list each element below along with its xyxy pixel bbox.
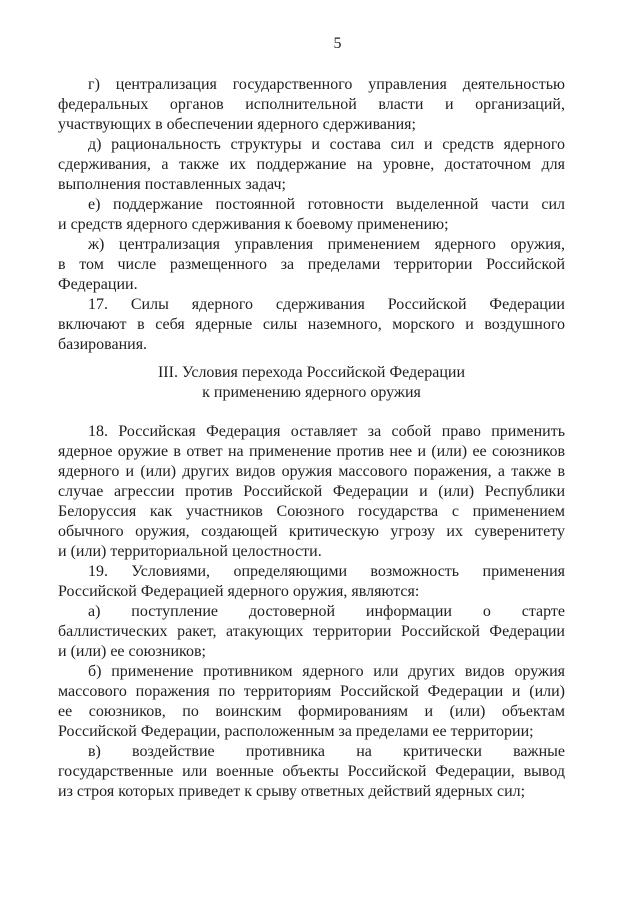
text-line: а) поступление достоверной информации о старте: [88, 603, 565, 620]
text-line: ядерного и (или) других видов оружия массового поражения, а также в: [58, 463, 565, 480]
text-line: федеральных органов исполнительной власти и организаций,: [58, 96, 565, 113]
text-line: случае агрессии против Российской Федерации и (или) Республики: [58, 483, 565, 500]
document-body: [58, 75, 565, 802]
paragraph-18: [58, 422, 565, 562]
text-line: Белоруссия как участников Союзного государства с применением: [58, 503, 565, 520]
paragraph-e: [58, 195, 565, 235]
paragraph-19: [58, 562, 565, 602]
text-line: б) применение противником ядерного или других видов оружия: [88, 663, 565, 680]
text-line: ж) централизация управления применением ядерного оружия,: [88, 236, 565, 253]
paragraph-g: [58, 75, 565, 135]
text-line: Российской Федерации, расположенным за пределами ее территории;: [58, 723, 534, 740]
text-line: ядерное оружие в ответ на применение против нее и (или) ее союзников: [58, 443, 565, 460]
text-line: и (или) ее союзников;: [58, 643, 206, 660]
text-line: и (или) территориальной целостности.: [58, 543, 322, 560]
text-line: в том числе размещенного за пределами территории Российской: [58, 256, 565, 273]
text-line: базирования.: [58, 336, 148, 353]
paragraph-d: [58, 135, 565, 195]
text-line: Федерации.: [58, 276, 138, 293]
text-line: 19. Условиями, определяющими возможность применения: [88, 563, 565, 580]
section-heading-iii: [58, 363, 565, 403]
text-line: сдерживания, а также их поддержание на уровне, достаточном для: [58, 156, 565, 173]
paragraph-17: [58, 295, 565, 355]
text-line: обычного оружия, создающей критическую угрозу их суверенитету: [58, 523, 565, 540]
text-line: в) воздействие противника на критически важные: [88, 743, 565, 760]
text-line: участвующих в обеспечении ядерного сдерживания;: [58, 116, 416, 133]
text-line: выполнения поставленных задач;: [58, 176, 286, 193]
text-line: государственные или военные объекты Российской Федерации, вывод: [58, 763, 565, 780]
text-line: 18. Российская Федерация оставляет за собой право применить: [88, 423, 565, 440]
page-number: 5: [333, 35, 342, 52]
paragraph-zh: [58, 235, 565, 295]
text-line: массового поражения по территориям Российской Федерации и (или): [58, 683, 565, 700]
text-line: и средств ядерного сдерживания к боевому применению;: [58, 216, 449, 233]
paragraph-b: [58, 662, 565, 742]
text-line: 17. Силы ядерного сдерживания Российской Федерации: [88, 296, 565, 313]
text-line: е) поддержание постоянной готовности выделенной части сил: [88, 196, 565, 213]
heading-line: к применению ядерного оружия: [202, 384, 421, 401]
text-line: баллистических ракет, атакующих территории Российской Федерации: [58, 623, 565, 640]
text-line: из строя которых приведет к срыву ответных действий ядерных сил;: [58, 783, 526, 800]
heading-line: III. Условия перехода Российской Федерации: [157, 364, 466, 381]
text-line: г) централизация государственного управления деятельностью: [88, 76, 565, 93]
paragraph-v: [58, 742, 565, 802]
text-line: включают в себя ядерные силы наземного, морского и воздушного: [58, 316, 565, 333]
paragraph-a: [58, 602, 565, 662]
text-line: д) рациональность структуры и состава сил и средств ядерного: [88, 136, 565, 153]
text-line: ее союзников, по воинским формированиям и (или) объектам: [58, 703, 565, 720]
text-line: Российской Федерацией ядерного оружия, являются:: [58, 583, 420, 600]
